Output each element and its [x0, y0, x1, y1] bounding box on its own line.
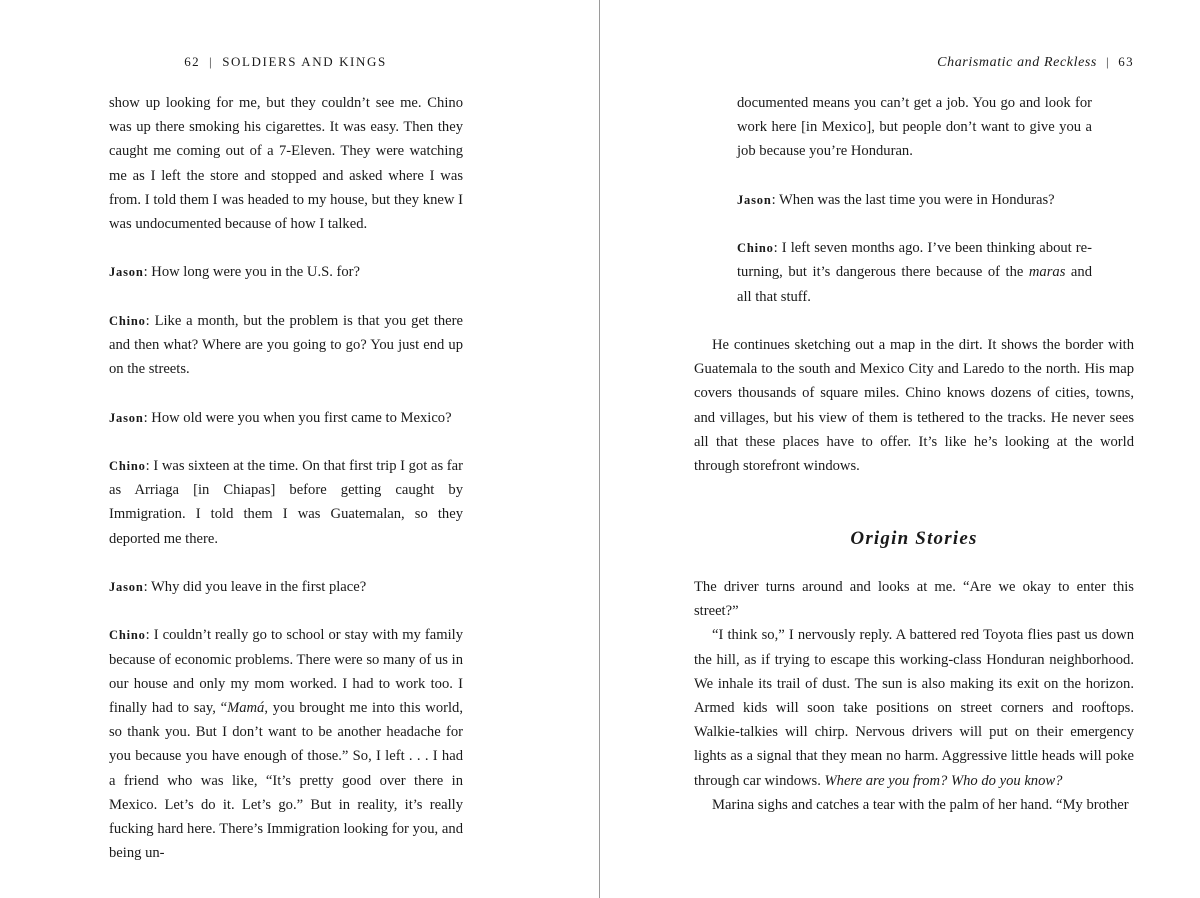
- dialogue-continuation: [737, 91, 1092, 164]
- paragraph-text: show up looking for me, but they couldn’t see me. Chino was up there smoking his cigarettes. It was easy. Then they caught me coming out of a 7-Eleven. They were watching me as I left the store and stopped and asked where I was from. I told them I was headed to my house, but they knew I was undocumented because of how I talked.: [109, 95, 463, 233]
- dialogue-line: Jason: How long were you in the U.S. for?: [109, 264, 361, 281]
- dialogue-text: When was the last time you were in Honduras?: [779, 191, 1055, 208]
- paragraph-text: “I think so,” I nervously reply. A battered red Toyota flies past us down the hill, as if trying to escape this working-class Honduran neighborhood. We inhale its trail of dust. The sun is also making its exit on the horizon. Armed kids will soon take positions on street corners and rooftops. Walkie-talkies will chirp. Nervous drivers will put on their emergency lights as a signal that they mean no harm. Aggressive little heads will poke through car windows.: [694, 627, 1134, 789]
- speaker-name: Chino: [109, 458, 146, 473]
- italic-phrase: Where are you from? Who do you know?: [824, 772, 1063, 789]
- book-title: SOLDIERS AND KINGS: [222, 54, 387, 69]
- right-running-head-separator: |: [1105, 54, 1110, 69]
- left-running-head-separator: |: [209, 54, 214, 69]
- paragraph: [694, 793, 1134, 817]
- dialogue-line: Jason: Why did you leave in the first place?: [109, 578, 367, 595]
- paragraph-text: He continues sketching out a map in the dirt. It shows the border with Guatemala to the south and Mexico City and Laredo to the north. His map covers thousands of square miles. Chino knows dozens of cities, towns, and villages, but his view of them is tethered to the tracks. He never sees all that these places have to offer. It’s like he’s looking at the world through storefront windows.: [694, 336, 1134, 474]
- dialogue-text: I left seven months ago. I’ve been thinking about returning, but it’s dangerous there because of the: [737, 240, 1092, 281]
- right-running-head: [937, 54, 1134, 71]
- chapter-title: Charismatic and Reckless: [937, 55, 1097, 70]
- paragraph-text: Marina sighs and catches a tear with the palm of her hand. “My brother: [712, 796, 1129, 813]
- dialogue-line: Chino: I was sixteen at the time. On that first trip I got as far as Arriaga [in Chiapas] before getting caught by Immigration. I told them I was Guatemalan, so they deported me there.: [109, 457, 463, 547]
- speaker-name: Chino: [737, 241, 774, 256]
- paragraph: [694, 575, 1134, 623]
- dialogue-line: Jason: How old were you when you first came to Mexico?: [109, 409, 452, 426]
- left-page: [0, 0, 599, 898]
- italic-word: maras: [1028, 264, 1066, 281]
- speaker-name: Chino: [109, 313, 146, 328]
- left-text-block: [109, 91, 463, 865]
- speaker-name: Chino: [109, 628, 146, 643]
- paragraph: [694, 333, 1134, 478]
- dialogue-text: Why did you leave in the first place?: [151, 578, 367, 595]
- right-page-number: 63: [1118, 54, 1134, 69]
- dialogue-text: I was sixteen at the time. On that first trip I got as far as Arriaga [in Chiapas] before getting caught by Immigration. I told them I was Guatemalan, so they deported me there.: [109, 457, 463, 547]
- speaker-name: Jason: [109, 265, 144, 280]
- dialogue-text: documented means you can’t get a job. You go and look for work here [in Mexico], but people don’t want to give you a job because you’re Honduran.: [737, 95, 1092, 160]
- dialogue-line: Chino: Like a month, but the problem is that you get there and then what? Where are you going to go? You just end up on the streets.: [109, 312, 464, 378]
- italic-word: Mamá: [227, 699, 265, 716]
- dialogue-line: Chino: I left seven months ago. I’ve been thinking about returning, but it’s dangerous there because of the maras and all that stuff.: [737, 240, 1092, 305]
- dialogue-text: , you brought me into this world, so thank you. But I don’t want to be another headache for you because you have enough of those.” So, I left . . . I had a friend who was like, “It’s pretty good over there in Mexico. Let’s do it. Let’s go.” But in reality, it’s really fucking hard here. There’s Immigration looking for you, and being un-: [109, 699, 463, 862]
- dialogue-text: I couldn’t really go to school or stay with my family because of economic problems. There were so many of us in our house and only my mom worked. I had to work too. I finally had to say, “: [109, 627, 463, 716]
- dialogue-text: How long were you in the U.S. for?: [151, 264, 361, 281]
- dialogue-text: How old were you when you first came to Mexico?: [151, 409, 452, 426]
- paragraph: [694, 623, 1134, 792]
- dialogue-text: and all that stuff.: [737, 264, 1092, 305]
- paragraph: [109, 91, 463, 236]
- left-running-head: [0, 54, 571, 70]
- dialogue-text: Like a month, but the problem is that you get there and then what? Where are you going to go? You just end up on the streets.: [109, 312, 464, 378]
- right-page: [600, 0, 1200, 898]
- section-heading: Origin Stories: [850, 527, 978, 549]
- paragraph-text: The driver turns around and looks at me. “Are we okay to enter this street?”: [694, 578, 1134, 620]
- speaker-name: Jason: [737, 192, 772, 207]
- left-page-number: 62: [184, 54, 200, 69]
- right-text-block: [694, 91, 1134, 817]
- dialogue-line: Jason: When was the last time you were in Honduras?: [737, 191, 1055, 208]
- speaker-name: Jason: [109, 579, 144, 594]
- speaker-name: Jason: [109, 410, 144, 425]
- dialogue-line: Chino: I couldn’t really go to school or stay with my family because of economic problems. There were so many of us in our house and only my mom worked. I had to work too. I finally had to say, “Mamá, you brought me into this world, so thank you. But I don’t want to be another headache for you because you have enough of those.” So, I left . . . I had a friend who was like, “It’s pretty good over there in Mexico. Let’s do it. Let’s go.” But in reality, it’s really fucking hard here. There’s Immigration looking for you, and being un-: [109, 627, 463, 862]
